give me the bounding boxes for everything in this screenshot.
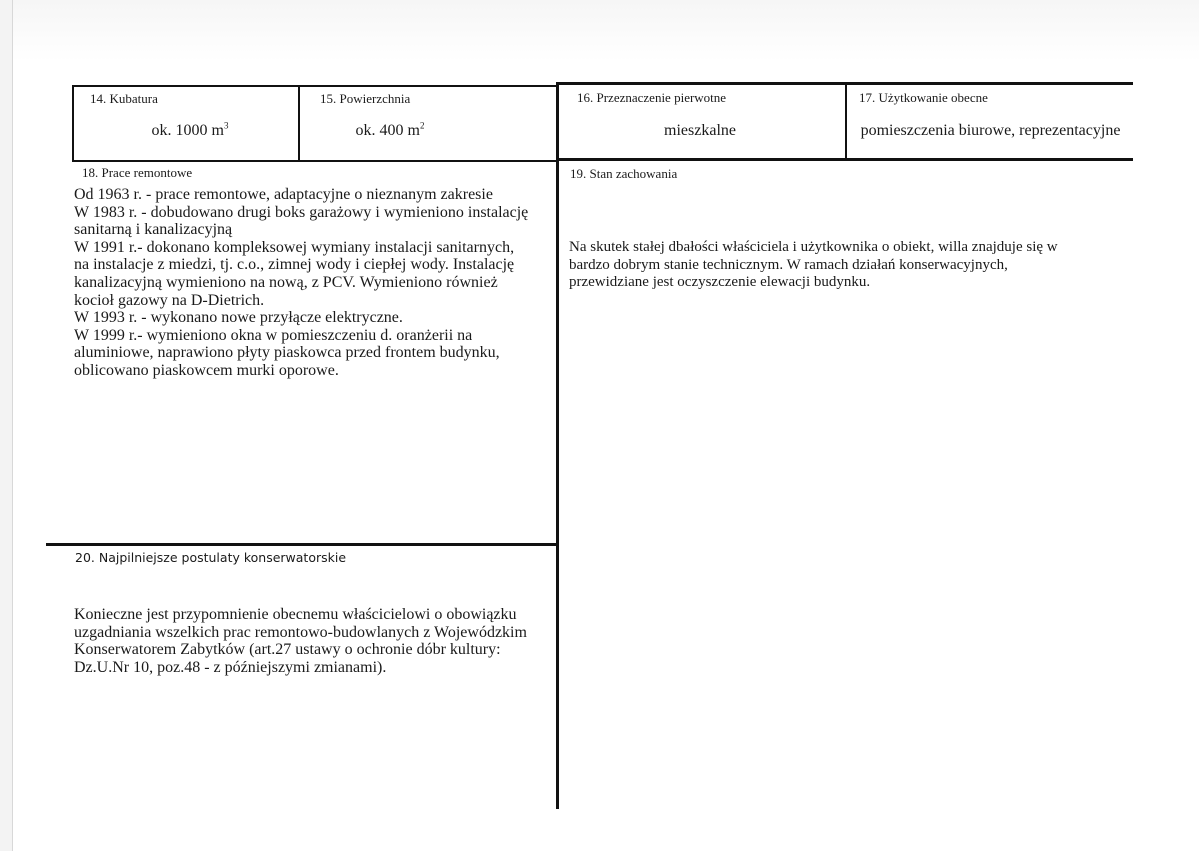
scan-shadow-top — [0, 0, 1199, 62]
przeznaczenie-value: mieszkalne — [664, 122, 736, 139]
left-border-top-row — [72, 85, 74, 162]
center-divider — [556, 82, 559, 809]
stan-zachowania-label: 19. Stan zachowania — [570, 166, 678, 181]
kubatura-unit-exponent: 3 — [223, 120, 229, 131]
powierzchnia-unit-exponent: 2 — [419, 120, 425, 131]
section-20-divider — [46, 543, 558, 546]
row-divider-left — [72, 160, 558, 162]
powierzchnia-value: ok. 400 $m^2$ — [355, 120, 425, 139]
divider-16-17 — [845, 82, 847, 160]
top-border-left — [72, 85, 558, 87]
kubatura-value: ok. 1000 $m^3$ — [151, 120, 229, 139]
przeznaczenie-label: 16. Przeznaczenie pierwotne — [577, 90, 727, 105]
uzytkowanie-label: 17. Użytkowanie obecne — [859, 90, 988, 105]
powierzchnia-label: 15. Powierzchnia — [320, 91, 411, 106]
prace-remontowe-label: 18. Prace remontowe — [82, 165, 193, 180]
prace-remontowe-text: Od 1963 r. - prace remontowe, adaptacyjne o nieznanym zakresie W 1983 r. - dobudowano drugi boks garażowy i wymieniono instalację sanitarną i kanalizacyjną W 1991 r.- dokonano kompleksowej wymiany instalacji sanitarnych, na instalacje z miedzi, tj. c.o., zimnej wody i ciepłej wody. Instalację kanalizacyjną wymieniono na nową, z PCV. Wymieniono również kocioł gazowy na D-Dietrich. W 1993 r. - wykonano nowe przyłącze elektryczne. W 1999 r.- wymieniono okna w pomieszczeniu d. oranżerii na aluminiowe, naprawiono płyty piaskowca przed frontem budynku, oblicowano piaskowcem murki oporowe. — [74, 186, 529, 379]
kubatura-label: 14. Kubatura — [90, 91, 158, 106]
postulaty-label: 20. Najpilniejsze postulaty konserwatorskie — [75, 550, 347, 565]
scan-edge-left — [0, 0, 13, 851]
stan-zachowania-text: Na skutek stałej dbałości właściciela i użytkownika o obiekt, willa znajduje się w bardzo dobrym stanie technicznym. W ramach działań konserwacyjnych, przewidziane jest oczyszczenie elewacji budynku. — [569, 239, 1058, 291]
postulaty-text: Konieczne jest przypomnienie obecnemu właścicielowi o obowiązku uzgadniania wszelkich prac remontowo-budowlanych z Wojewódzkim Konserwatorem Zabytków (art.27 ustawy o ochronie dóbr kultury: Dz.U.Nr 10, poz.48 - z późniejszymi zmianami). — [74, 606, 527, 676]
uzytkowanie-value: pomieszczenia biurowe, reprezentacyjne — [860, 122, 1121, 139]
